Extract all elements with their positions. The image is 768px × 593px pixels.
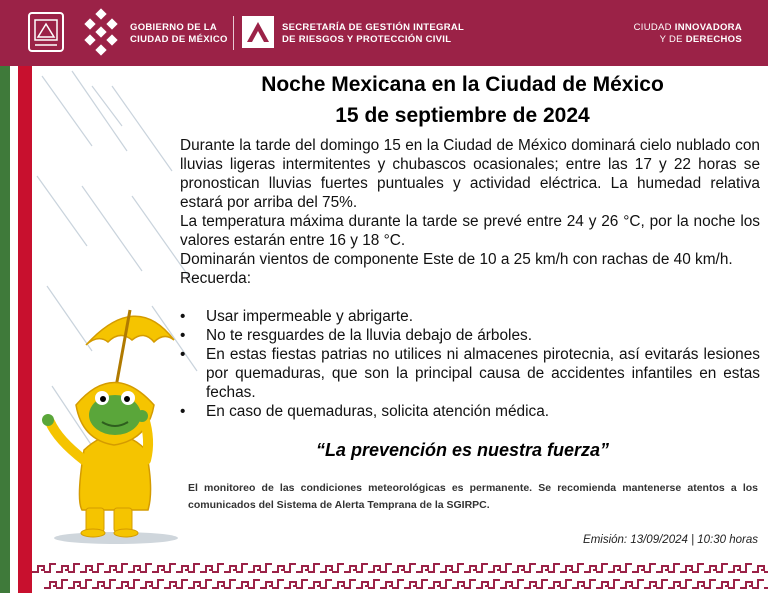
slogan-part4: DERECHOS bbox=[685, 34, 742, 45]
bullet-item-4 bbox=[180, 402, 760, 421]
sgirpc-logo-icon bbox=[242, 16, 274, 48]
frog-raincoat-illustration bbox=[36, 300, 186, 545]
ciudad-innovadora-slogan bbox=[634, 22, 742, 46]
header-bar bbox=[0, 0, 768, 66]
motto-quote: “La prevención es nuestra fuerza” bbox=[315, 440, 610, 460]
slogan-part1: CIUDAD bbox=[633, 22, 675, 33]
title-line-1: Noche Mexicana en la Ciudad de México bbox=[261, 73, 664, 96]
bullet-item-1 bbox=[180, 307, 760, 326]
title-line-2: 15 de septiembre de 2024 bbox=[335, 104, 590, 127]
bullet-item-2 bbox=[180, 326, 760, 345]
paragraph-temperature: La temperatura máxima durante la tarde se prevé entre 24 y 26 °C, por la noche los valores estarán entre 16 y 18 °C. bbox=[180, 213, 760, 249]
sec-line1: SECRETARÍA DE GESTIÓN INTEGRAL bbox=[282, 22, 465, 33]
footer-greca-pattern bbox=[32, 560, 768, 593]
bullet-text: Usar impermeable y abrigarte. bbox=[206, 308, 413, 325]
bullet-dot: • bbox=[180, 346, 186, 363]
header-divider bbox=[233, 16, 234, 50]
slogan-part2: INNOVADORA bbox=[674, 22, 742, 33]
bullet-text: No te resguardes de la lluvia debajo de árboles. bbox=[206, 327, 532, 344]
bullet-text: En caso de quemaduras, solicita atención médica. bbox=[206, 403, 550, 420]
white-stripe bbox=[10, 66, 18, 593]
emission-timestamp: Emisión: 13/09/2024 | 10:30 horas bbox=[583, 534, 758, 546]
red-stripe bbox=[18, 66, 32, 593]
forecast-body bbox=[180, 136, 760, 288]
paragraph-forecast: Durante la tarde del domingo 15 en la Ciudad de México dominará cielo nublado con lluvias ligeras intermitentes y chubascos ocasionales; entre las 17 y 22 horas se pronostican lluvias fuertes puntuales y actividad eléctrica. La humedad relativa estará por arriba del 75%. bbox=[180, 137, 760, 211]
bullet-dot: • bbox=[180, 327, 186, 344]
gob-line1: GOBIERNO DE LA bbox=[130, 22, 218, 33]
bullet-dot: • bbox=[180, 308, 186, 325]
paragraph-recuerda: Recuerda: bbox=[180, 270, 252, 287]
cdmx-logo-icon bbox=[78, 8, 124, 56]
coat-of-arms-logo bbox=[26, 10, 66, 54]
sec-line2: DE RIESGOS Y PROTECCIÓN CIVIL bbox=[282, 34, 452, 45]
green-stripe bbox=[0, 66, 10, 593]
gob-line2: CIUDAD DE MÉXICO bbox=[130, 34, 228, 45]
bullet-dot: • bbox=[180, 403, 186, 420]
sgirpc-name bbox=[282, 22, 464, 46]
paragraph-wind: Dominarán vientos de componente Este de 10 a 25 km/h con rachas de 40 km/h. bbox=[180, 251, 733, 268]
slogan-part3: Y DE bbox=[659, 34, 686, 45]
bullet-item-3 bbox=[180, 345, 760, 402]
monitoring-note: El monitoreo de las condiciones meteorológicas es permanente. Se recomienda mantenerse atentos a los comunicados del Sistema de Alerta Temprana de la SGIRPC. bbox=[188, 482, 758, 511]
gobierno-cdmx-name bbox=[130, 22, 228, 46]
bullet-text: En estas fiestas patrias no utilices ni almacenes pirotecnia, así evitarás lesiones por quemaduras, que son la principal causa de accidentes infantiles en estas fechas. bbox=[206, 346, 760, 401]
